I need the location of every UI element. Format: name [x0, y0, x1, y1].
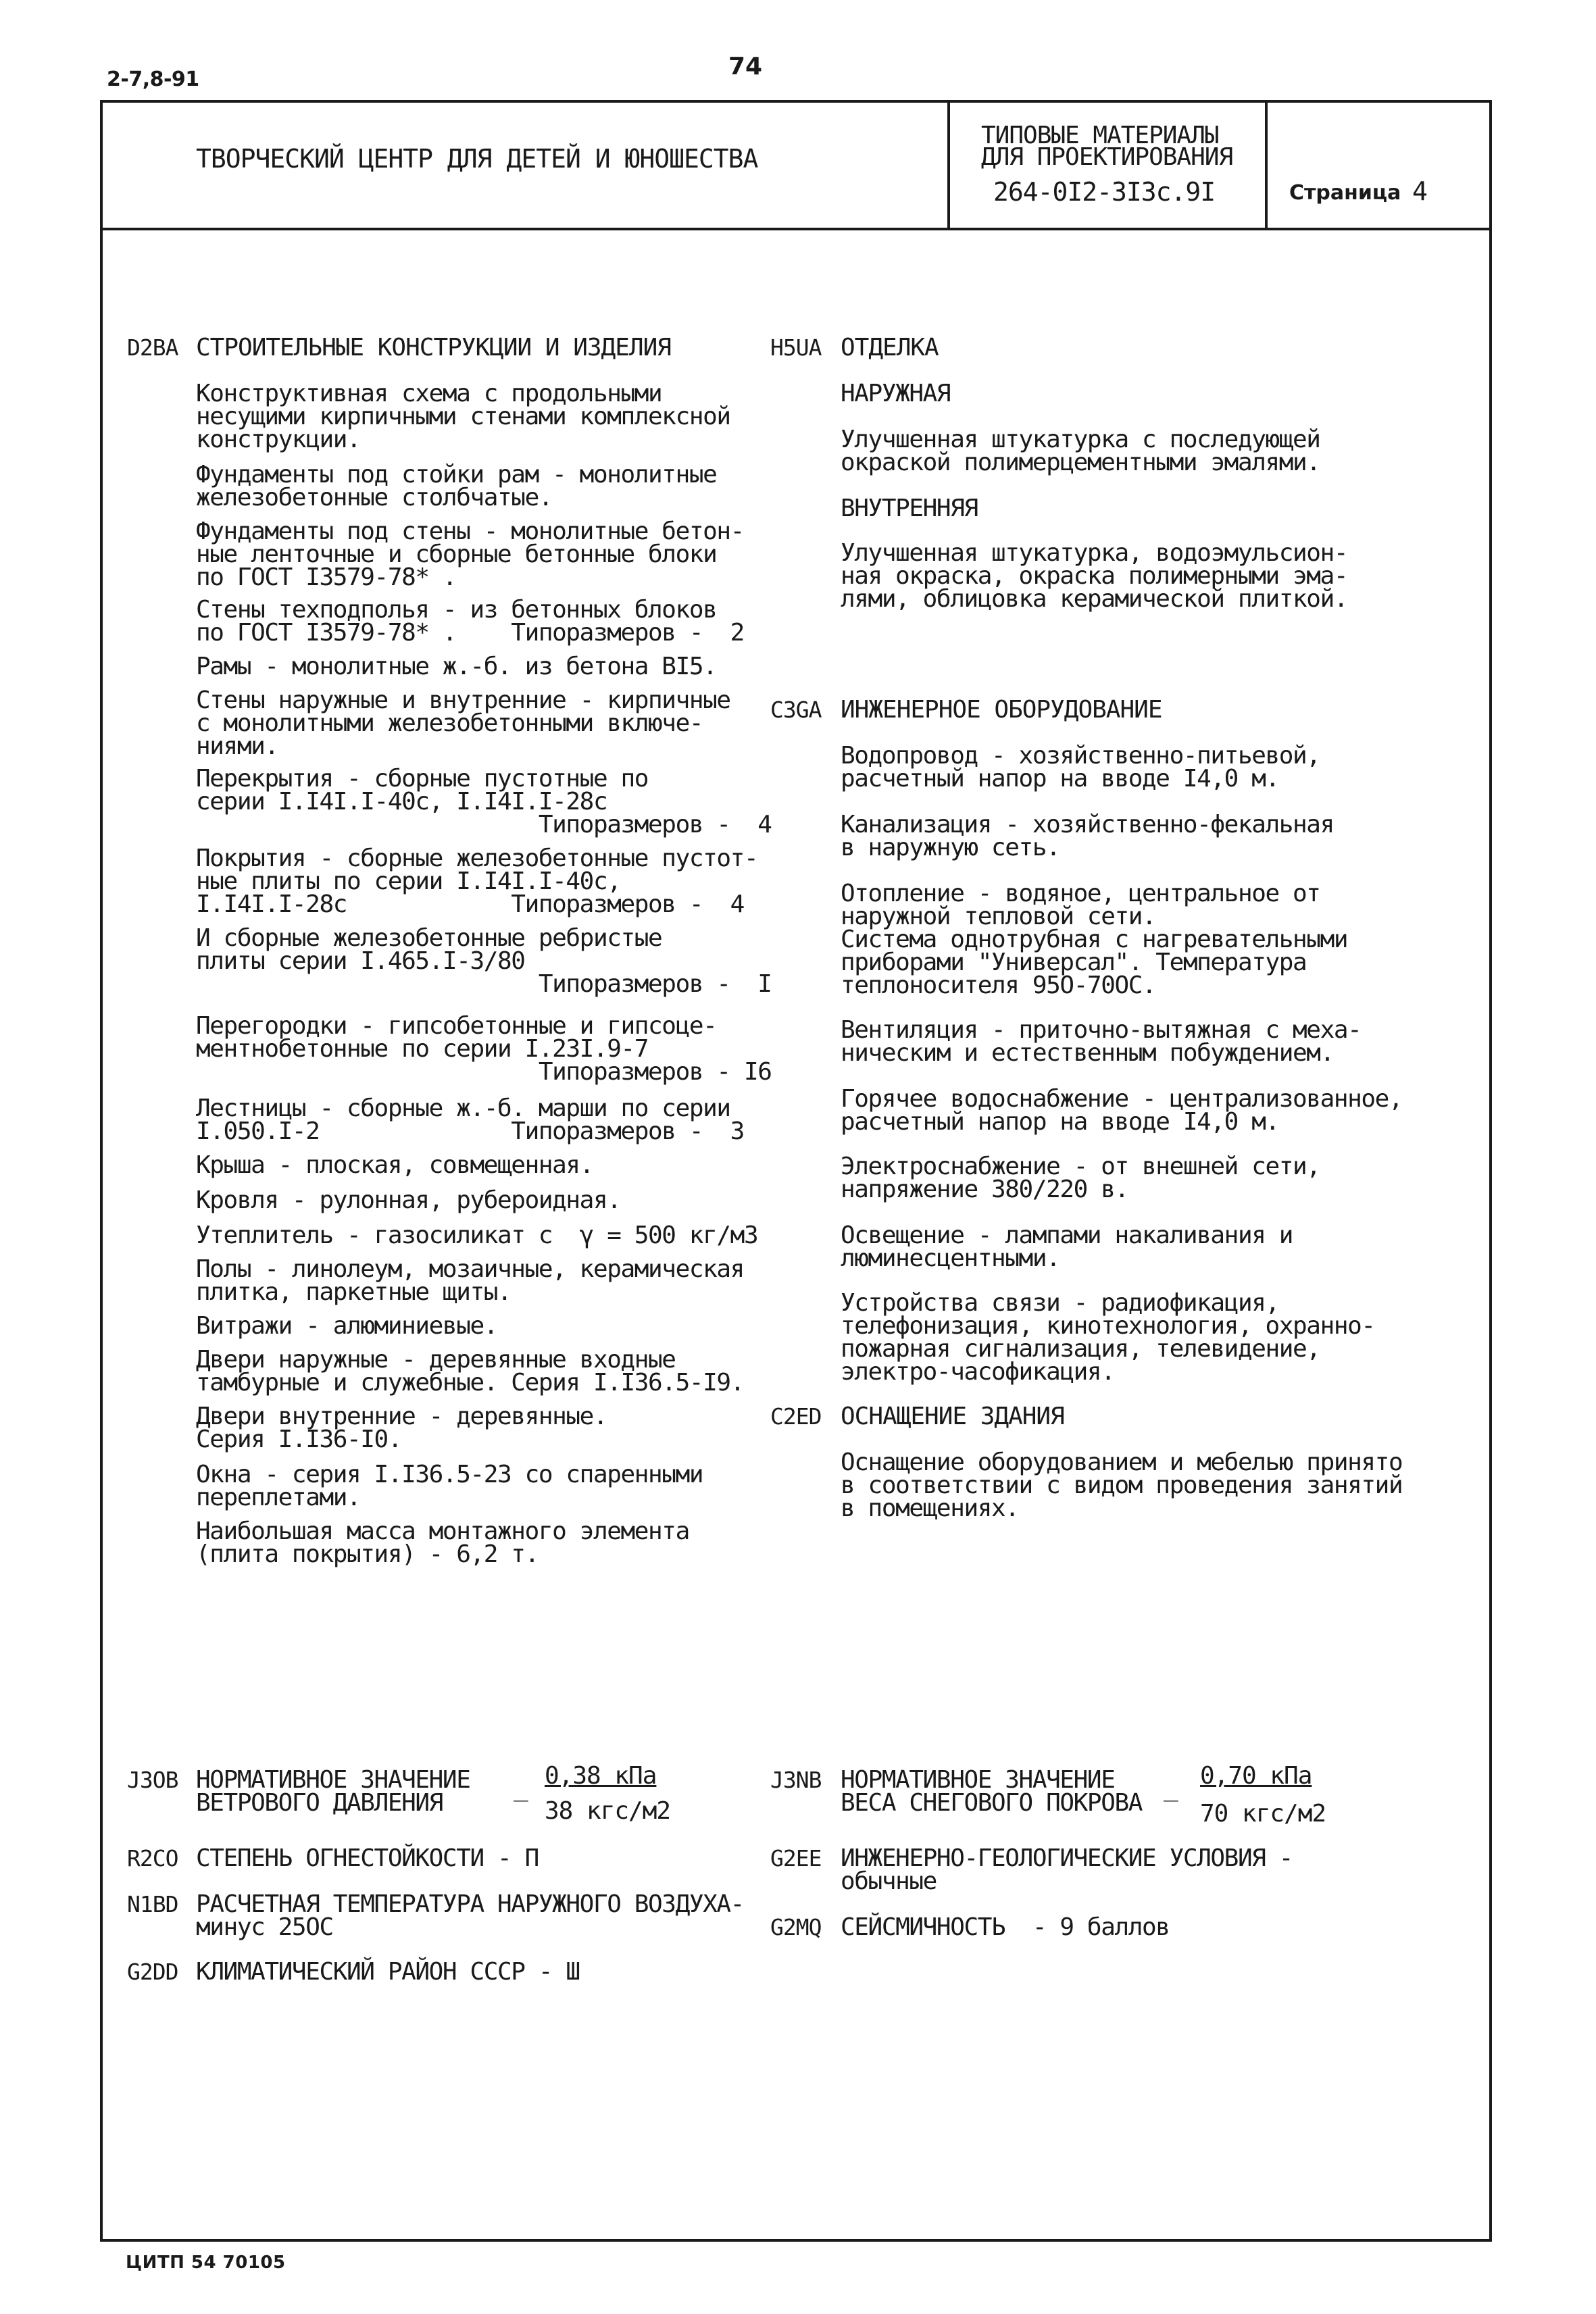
eng-para-heating: Отопление - водяное, центральное от наружной тепловой сети. Система однотрубная с нагревательными приборами "Универсал". Температура теплоносителя 95О-70ОС. [841, 880, 1348, 999]
constr-para-18: Двери внутренние - деревянные. Серия I.I36-I0. [196, 1403, 607, 1453]
constr-para-4: Стены техподполья - из бетонных блоков по ГОСТ I3579-78* . Типоразмеров - 2 [196, 596, 744, 647]
section-code-d2ba: D2BA [127, 334, 178, 361]
constr-para-6: Стены наружные и внутренние - кирпичные с монолитными железобетонными включе- ниями. [196, 686, 730, 760]
climate-region: КЛИМАТИЧЕСКИЙ РАЙОН СССР - Ш [196, 1958, 580, 1986]
snow-dash: _ [1164, 1774, 1178, 1802]
equip-text: Оснащение оборудованием и мебелью принято в соответствии с видом проведения занятий в помещениях. [841, 1449, 1403, 1522]
header-divider [100, 228, 1492, 230]
wind-dash: _ [514, 1774, 528, 1802]
section-heading-equipment: ОСНАЩЕНИЕ ЗДАНИЯ [841, 1403, 1064, 1430]
header-materials-line2: ДЛЯ ПРОЕКТИРОВАНИЯ [981, 143, 1233, 171]
eng-para-water: Водопровод - хозяйственно-питьевой, расчетный напор на вводе I4,0 м. [841, 742, 1320, 793]
constr-para-11: Лестницы - сборные ж.-б. марши по серии I.050.I-2 Типоразмеров - 3 [196, 1095, 744, 1145]
header-materials-line1: ТИПОВЫЕ МАТЕРИАЛЫ [981, 122, 1219, 149]
footer-code: ЦИТП 54 70105 [126, 2253, 286, 2273]
constr-para-14: Утеплитель - газосиликат с γ = 500 кг/м3 [196, 1222, 758, 1249]
section-heading-finish: ОТДЕЛКА [841, 334, 939, 361]
eng-para-hotwater: Горячее водоснабжение - централизованное, расчетный напор на вводе I4,0 м. [841, 1085, 1403, 1136]
code-g2ee: G2EE [770, 1845, 822, 1871]
eng-para-sewer: Канализация - хозяйственно-фекальная в наружную сеть. [841, 811, 1334, 861]
finish-text-exterior: Улучшенная штукатурка с последующей окраской полимерцементными эмалями. [841, 426, 1320, 476]
code-n1bd: N1BD [127, 1891, 178, 1917]
header-page-label: Страница [1289, 181, 1401, 205]
finish-text-interior: Улучшенная штукатурка, водоэмульсион- ная окраска, окраска полимерными эма- лями, облицовка керамической плиткой. [841, 539, 1348, 613]
eng-para-electric: Электроснабжение - от внешней сети, напряжение 380/220 в. [841, 1153, 1320, 1203]
top-left-code: 2-7,8-91 [107, 68, 199, 91]
wind-label: НОРМАТИВНОЕ ЗНАЧЕНИЕ ВЕТРОВОГО ДАВЛЕНИЯ [196, 1766, 470, 1817]
constr-para-8: Покрытия - сборные железобетонные пустот- ные плиты по серии I.I4I.I-40с, I.I4I.I-28с Типоразмеров - 4 [196, 845, 758, 918]
code-g2mq: G2MQ [770, 1914, 822, 1940]
header-doc-number: 264-0I2-3I3с.9I [993, 177, 1216, 207]
page-number: 74 [728, 53, 763, 80]
constr-para-10: Перегородки - гипсобетонные и гипсоце- ментнобетонные по серии I.23I.9-7 Типоразмеров - I6 [196, 1012, 772, 1086]
snow-value-kpa: 0,70 кПа [1200, 1762, 1312, 1790]
design-temperature: РАСЧЕТНАЯ ТЕМПЕРАТУРА НАРУЖНОГО ВОЗДУХА- минус 25ОС [196, 1890, 744, 1941]
eng-para-ventilation: Вентиляция - приточно-вытяжная с меха- ническим и естественным побуждением. [841, 1016, 1362, 1067]
snow-label: НОРМАТИВНОЕ ЗНАЧЕНИЕ ВЕСА СНЕГОВОГО ПОКРОВА [841, 1766, 1143, 1817]
wind-value-kpa: 0,38 кПа [545, 1762, 657, 1790]
constr-para-16: Витражи - алюминиевые. [196, 1312, 498, 1340]
eng-para-lighting: Освещение - лампами накаливания и люминесцентными. [841, 1222, 1293, 1272]
constr-para-17: Двери наружные - деревянные входные тамбурные и служебные. Серия I.I36.5-I9. [196, 1346, 744, 1397]
fire-resistance: СТЕПЕНЬ ОГНЕСТОЙКОСТИ - П [196, 1844, 539, 1872]
code-j3ob: J3OB [127, 1767, 178, 1793]
header-col-divider-2 [1265, 100, 1268, 230]
wind-value-kgs: 38 кгс/м2 [545, 1797, 671, 1825]
eng-para-comms: Устройства связи - радиофикация, телефонизация, кинотехнология, охранно- пожарная сигнализация, телевидение, электро-часофикация. [841, 1289, 1375, 1386]
constr-para-3: Фундаменты под стены - монолитные бетон- ные ленточные и сборные бетонные блоки по ГОСТ I3579-78* . [196, 518, 744, 591]
seismicity: СЕЙСМИЧНОСТЬ - 9 баллов [841, 1913, 1170, 1941]
section-code-c3ga: C3GA [770, 697, 822, 723]
constr-para-13: Кровля - рулонная, рубероидная. [196, 1186, 621, 1214]
constr-para-7: Перекрытия - сборные пустотные по серии I.I4I.I-40с, I.I4I.I-28с Типоразмеров - 4 [196, 765, 772, 838]
finish-sub-exterior: НАРУЖНАЯ [841, 380, 951, 407]
geology-conditions: ИНЖЕНЕРНО-ГЕОЛОГИЧЕСКИЕ УСЛОВИЯ - обычные [841, 1844, 1293, 1895]
constr-para-5: Рамы - монолитные ж.-б. из бетона ВI5. [196, 653, 717, 680]
constr-para-2: Фундаменты под стойки рам - монолитные железобетонные столбчатые. [196, 461, 717, 511]
header-page-value: 4 [1412, 176, 1427, 206]
header-title: ТВОРЧЕСКИЙ ЦЕНТР ДЛЯ ДЕТЕЙ И ЮНОШЕСТВА [196, 144, 758, 174]
section-heading-constructions: СТРОИТЕЛЬНЫЕ КОНСТРУКЦИИ И ИЗДЕЛИЯ [196, 334, 671, 361]
code-j3nb: J3NB [770, 1767, 822, 1793]
code-r2co: R2CO [127, 1845, 178, 1871]
code-g2dd: G2DD [127, 1959, 178, 1985]
constr-para-19: Окна - серия I.I36.5-23 со спаренными переплетами. [196, 1461, 703, 1511]
section-code-c2ed: C2ED [770, 1403, 822, 1430]
constr-para-1: Конструктивная схема с продольными несущими кирпичными стенами комплексной конструкции. [196, 380, 730, 453]
finish-sub-interior: ВНУТРЕННЯЯ [841, 495, 978, 522]
constr-para-15: Полы - линолеум, мозаичные, керамическая плитка, паркетные щиты. [196, 1255, 744, 1306]
constr-para-12: Крыша - плоская, совмещенная. [196, 1151, 593, 1179]
constr-para-9: И сборные железобетонные ребристые плиты серии I.465.I-3/80 Типоразмеров - I [196, 924, 772, 998]
section-heading-engineering: ИНЖЕНЕРНОЕ ОБОРУДОВАНИЕ [841, 696, 1162, 724]
constr-para-20: Наибольшая масса монтажного элемента (плита покрытия) - 6,2 т. [196, 1517, 689, 1568]
snow-value-kgs: 70 кгс/м2 [1200, 1800, 1326, 1828]
section-code-h5ua: H5UA [770, 334, 822, 361]
header-col-divider-1 [947, 100, 950, 230]
